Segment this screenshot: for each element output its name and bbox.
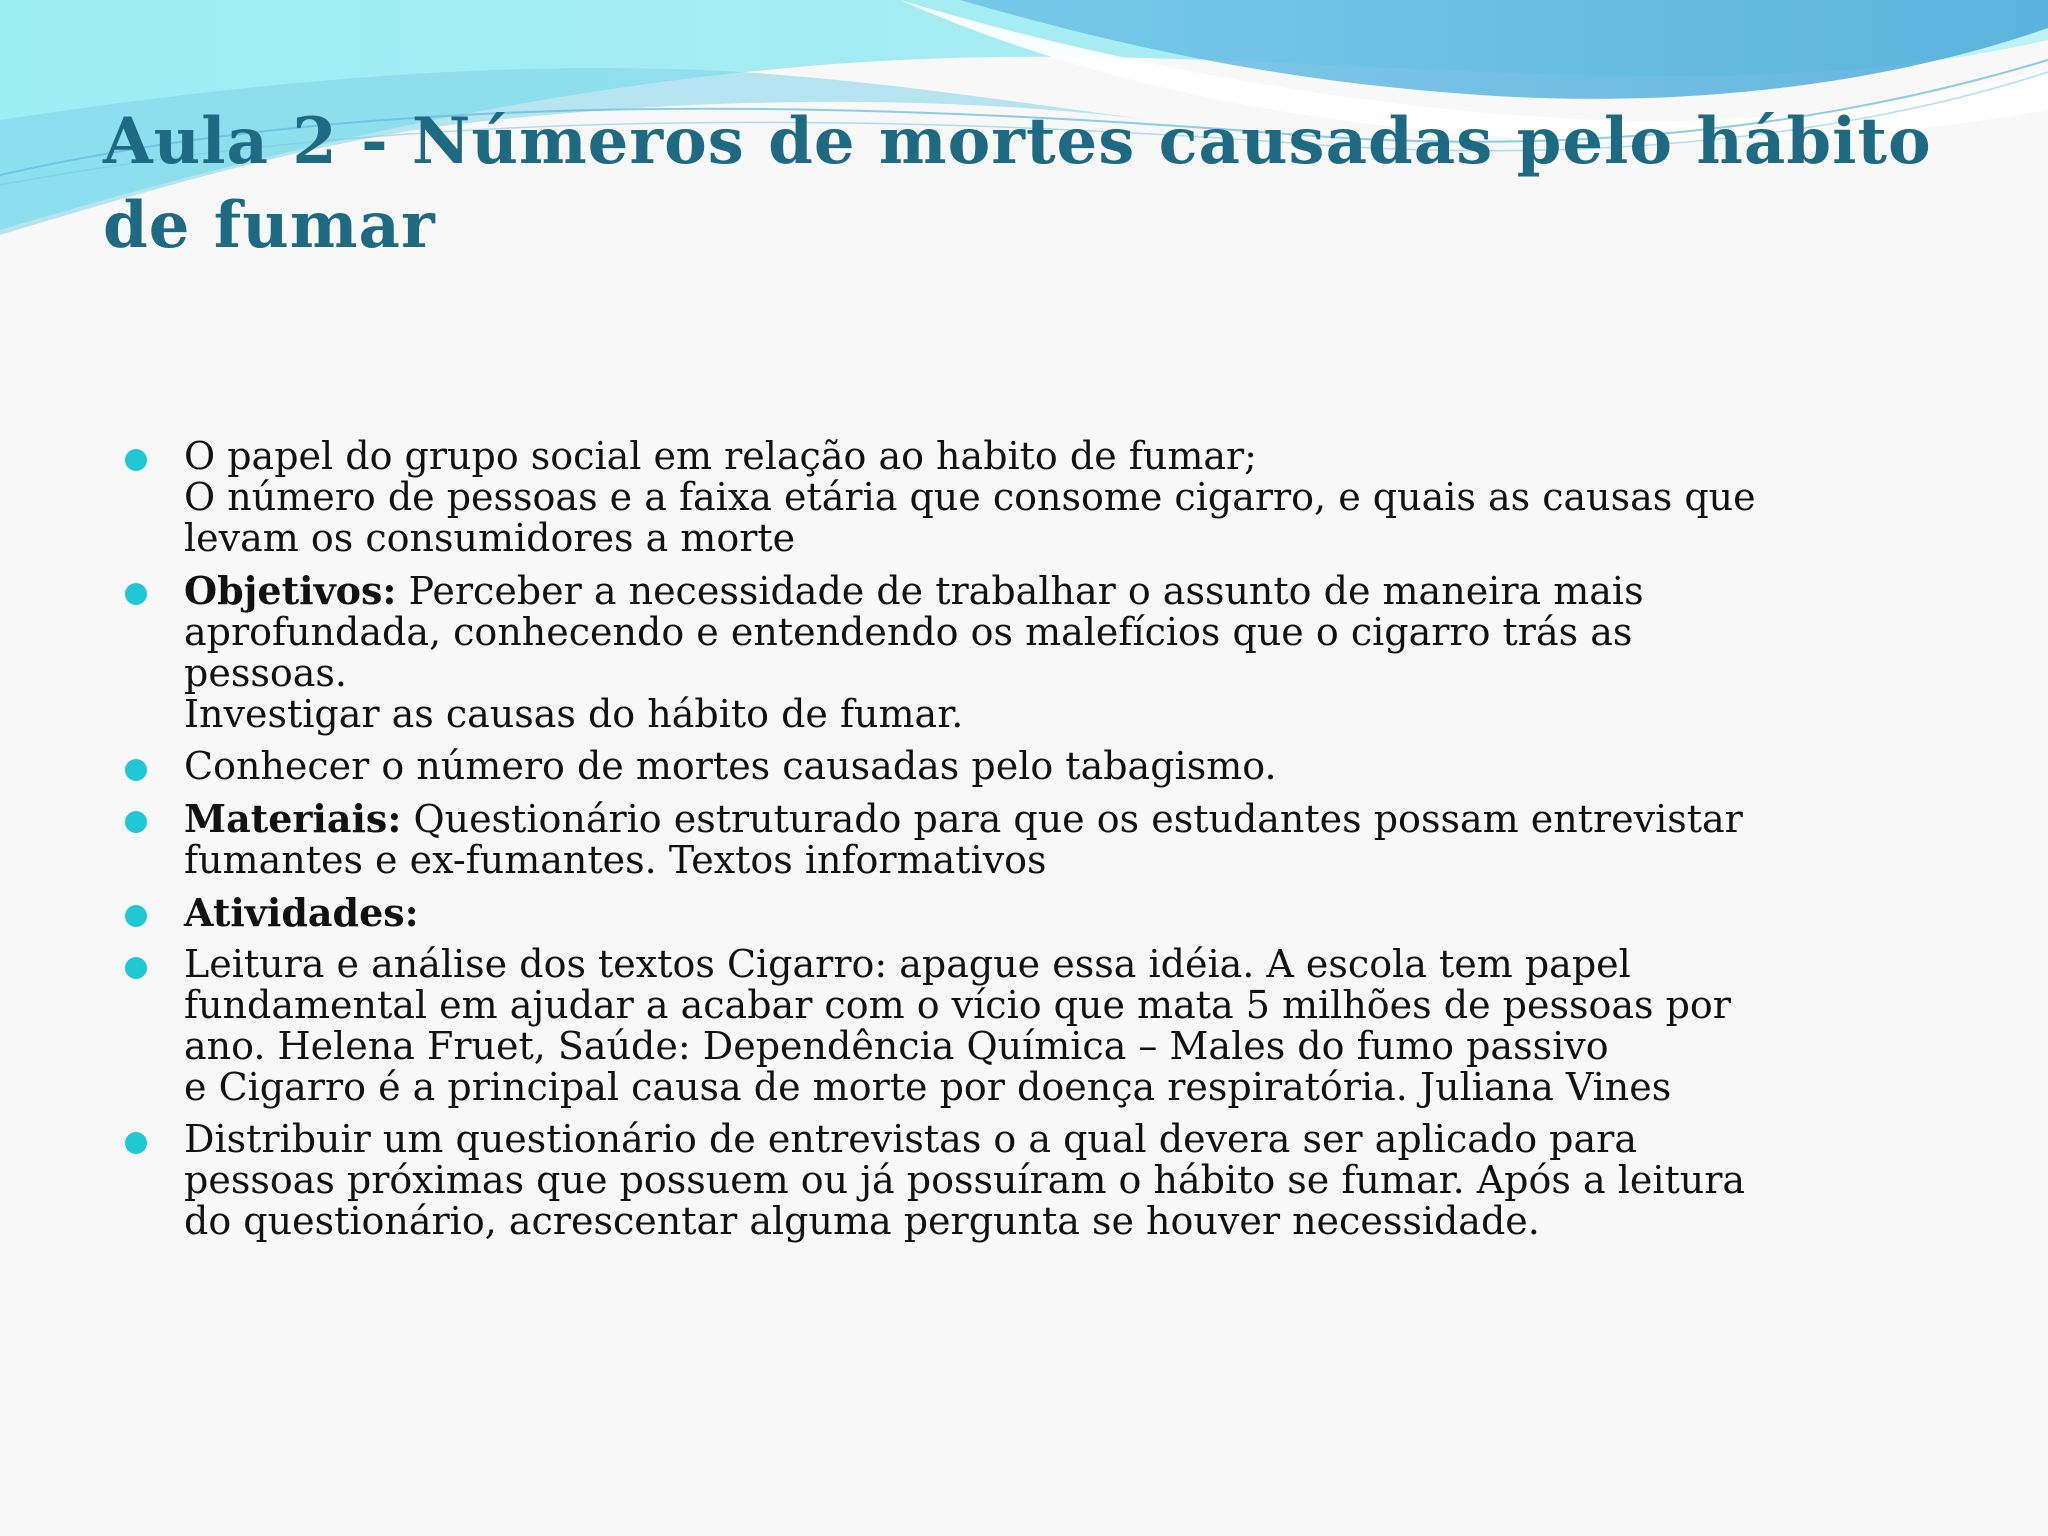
bullet-text-line bbox=[184, 798, 2024, 840]
bullet-bold-label: Materiais: bbox=[184, 796, 402, 841]
bullet-dot-icon bbox=[125, 449, 147, 471]
bullet-dot-icon bbox=[125, 957, 147, 979]
bullet-text-line: O papel do grupo social em relação ao habito de fumar; bbox=[184, 434, 1257, 478]
slide-title-line-1: Aula 2 - Números de mortes causadas pelo hábito bbox=[103, 104, 1932, 179]
bullet-text-line bbox=[184, 570, 2024, 612]
bullet-dot-icon bbox=[125, 759, 147, 781]
bullet-bold-label: Objetivos: bbox=[184, 568, 397, 613]
bullet-text-line: fundamental em ajudar a acabar com o vício que mata 5 milhões de pessoas por bbox=[184, 983, 1731, 1027]
bullet-text-line: do questionário, acrescentar alguma pergunta se houver necessidade. bbox=[184, 1199, 1540, 1243]
bullet-text-line: levam os consumidores a morte bbox=[184, 516, 796, 560]
bullet-text-line: pessoas. bbox=[184, 651, 347, 695]
slide-title-line-2: de fumar bbox=[103, 188, 436, 263]
bullet-text-line: Conhecer o número de mortes causadas pelo tabagismo. bbox=[184, 744, 1277, 788]
bullet-item-atividades bbox=[184, 892, 2024, 933]
slide-title bbox=[103, 100, 1963, 268]
bullet-item-leitura bbox=[184, 944, 2024, 1108]
bullet-text-line: e Cigarro é a principal causa de morte por doença respiratória. Juliana Vines bbox=[184, 1065, 1672, 1109]
bullet-item-grupo-social bbox=[184, 436, 2024, 559]
bullet-list bbox=[184, 436, 2024, 1253]
bullet-text-line: ano. Helena Fruet, Saúde: Dependência Química – Males do fumo passivo bbox=[184, 1024, 1609, 1068]
bullet-text-line: aprofundada, conhecendo e entendendo os malefícios que o cigarro trás as bbox=[184, 610, 1633, 654]
bullet-item-distribuir bbox=[184, 1119, 2024, 1242]
bullet-text: Questionário estruturado para que os estudantes possam entrevistar bbox=[401, 797, 1743, 841]
bullet-text-line: Distribuir um questionário de entrevistas o a qual devera ser aplicado para bbox=[184, 1117, 1637, 1161]
bullet-dot-icon bbox=[125, 811, 147, 833]
bullet-text-line: O número de pessoas e a faixa etária que consome cigarro, e quais as causas que bbox=[184, 475, 1756, 519]
bullet-dot-icon bbox=[125, 905, 147, 927]
bullet-text-line: pessoas próximas que possuem ou já possuíram o hábito se fumar. Após a leitura bbox=[184, 1158, 1746, 1202]
bullet-dot-icon bbox=[125, 1132, 147, 1154]
bullet-item-conhecer bbox=[184, 746, 2024, 787]
bullet-text-line: fumantes e ex-fumantes. Textos informativos bbox=[184, 838, 1047, 882]
bullet-bold-label: Atividades: bbox=[184, 890, 419, 935]
bullet-text-line: Investigar as causas do hábito de fumar. bbox=[184, 692, 964, 736]
bullet-dot-icon bbox=[125, 583, 147, 605]
bullet-text-line: Leitura e análise dos textos Cigarro: apague essa idéia. A escola tem papel bbox=[184, 942, 1631, 986]
bullet-item-materiais bbox=[184, 798, 2024, 881]
bullet-text: Perceber a necessidade de trabalhar o assunto de maneira mais bbox=[396, 569, 1644, 613]
bullet-item-objetivos bbox=[184, 570, 2024, 735]
